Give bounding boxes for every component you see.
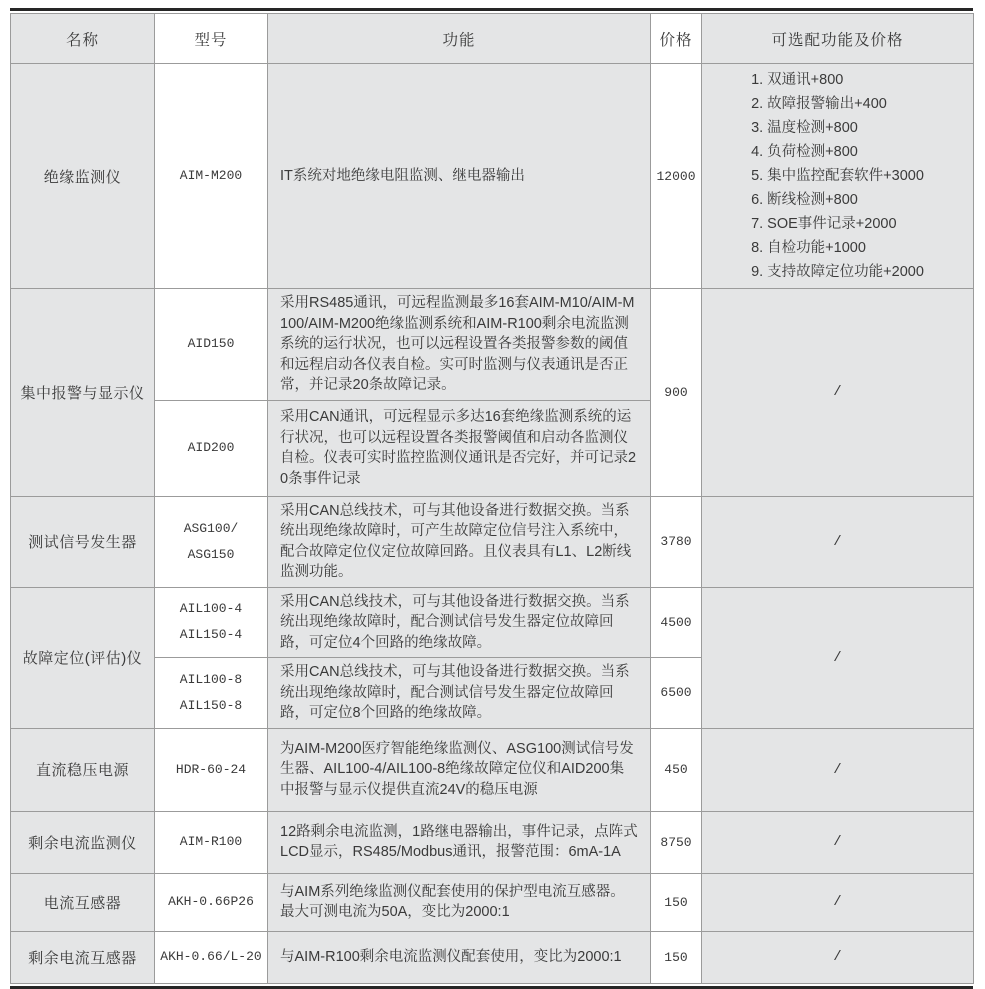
option-item: 4. 负荷检测+800	[751, 144, 858, 160]
product-options: /	[702, 289, 974, 497]
product-function: 为AIM-M200医疗智能绝缘监测仪、ASG100测试信号发生器、AIL100-4/AIL100-8绝缘故障定位仪和AID200集中报警与显示仪提供直流24V的稳压电源	[268, 728, 651, 811]
product-model: AIM-R100	[155, 811, 268, 873]
header-cell-price: 价格	[651, 14, 702, 64]
table-row	[11, 931, 974, 983]
product-price: 450	[651, 728, 702, 811]
model-line: AIL100-4	[179, 601, 243, 617]
product-options	[702, 64, 974, 289]
option-list	[751, 68, 924, 284]
product-function: 与AIM系列绝缘监测仪配套使用的保护型电流互感器。最大可测电流为50A，变比为2000:1	[268, 873, 651, 931]
product-function: 采用CAN通讯，可远程显示多达16套绝缘监测系统的运行状况，也可以远程设置各类报警阈值和启动各监测仪自检。仪表可实时监控监测仪通讯是否完好，并可记录20条事件记录	[268, 400, 651, 496]
table-row	[11, 496, 974, 587]
table-row	[11, 64, 974, 289]
product-model: AKH-0.66/L-20	[155, 931, 268, 983]
product-options: /	[702, 587, 974, 728]
product-model: AID150	[155, 289, 268, 401]
product-function: 与AIM-R100剩余电流监测仪配套使用，变比为2000:1	[268, 931, 651, 983]
option-item: 9. 支持故障定位功能+2000	[751, 264, 924, 280]
option-item: 2. 故障报警输出+400	[751, 96, 887, 112]
product-price: 150	[651, 931, 702, 983]
product-options: /	[702, 496, 974, 587]
product-price: 900	[651, 289, 702, 497]
product-name: 直流稳压电源	[11, 728, 155, 811]
model-line: AIL150-8	[179, 697, 243, 713]
model-line: AIL150-4	[179, 627, 243, 643]
product-price: 4500	[651, 587, 702, 658]
product-model	[155, 496, 268, 587]
option-item: 3. 温度检测+800	[751, 120, 858, 136]
product-model: AKH-0.66P26	[155, 873, 268, 931]
header-cell-name: 名称	[11, 14, 155, 64]
product-name: 剩余电流互感器	[11, 931, 155, 983]
product-function: 采用RS485通讯，可远程监测最多16套AIM-M10/AIM-M100/AIM-M200绝缘监测系统和AIM-R100剩余电流监测系统的运行状况，也可以远程设置各类报警参数的阈值和远程启动各仪表自检。实可时监测与仪表通讯是否正常，并记录20条故障记录。	[268, 289, 651, 401]
header-cell-options: 可选配功能及价格	[702, 14, 974, 64]
product-model	[155, 587, 268, 658]
product-options: /	[702, 728, 974, 811]
product-name: 测试信号发生器	[11, 496, 155, 587]
product-function: 采用CAN总线技术，可与其他设备进行数据交换。当系统出现绝缘故障时，配合测试信号发生器定位故障回路，可定位8个回路的绝缘故障。	[268, 658, 651, 729]
product-name: 绝缘监测仪	[11, 64, 155, 289]
product-function: 12路剩余电流监测，1路继电器输出，事件记录，点阵式LCD显示，RS485/Modbus通讯，报警范围：6mA-1A	[268, 811, 651, 873]
table-row	[11, 811, 974, 873]
header-cell-model: 型号	[155, 14, 268, 64]
product-price: 8750	[651, 811, 702, 873]
product-function: 采用CAN总线技术，可与其他设备进行数据交换。当系统出现绝缘故障时，可产生故障定位信号注入系统中，配合故障定位仪定位故障回路。且仪表具有L1、L2断线监测功能。	[268, 496, 651, 587]
product-name: 故障定位(评估)仪	[11, 587, 155, 728]
table-header-row	[11, 14, 974, 64]
product-name: 集中报警与显示仪	[11, 289, 155, 497]
spec-table	[10, 13, 974, 984]
option-item: 8. 自检功能+1000	[751, 240, 866, 256]
header-cell-function: 功能	[268, 14, 651, 64]
product-options: /	[702, 931, 974, 983]
option-item: 6. 断线检测+800	[751, 192, 858, 208]
product-price: 150	[651, 873, 702, 931]
product-name: 剩余电流监测仪	[11, 811, 155, 873]
product-options: /	[702, 873, 974, 931]
option-item: 5. 集中监控配套软件+3000	[751, 168, 924, 184]
product-function: IT系统对地绝缘电阻监测、继电器输出	[268, 64, 651, 289]
product-options: /	[702, 811, 974, 873]
table-row	[11, 728, 974, 811]
product-spec-table	[10, 8, 973, 989]
model-line: ASG150	[187, 546, 235, 562]
product-model: AID200	[155, 400, 268, 496]
product-model: AIM-M200	[155, 64, 268, 289]
table-row	[11, 289, 974, 401]
table-row	[11, 873, 974, 931]
option-item: 1. 双通讯+800	[751, 72, 844, 88]
model-line: ASG100/	[183, 520, 239, 536]
model-line: AIL100-8	[179, 671, 243, 687]
product-model: HDR-60-24	[155, 728, 268, 811]
product-price: 3780	[651, 496, 702, 587]
table-row	[11, 587, 974, 658]
product-price: 6500	[651, 658, 702, 729]
product-function: 采用CAN总线技术，可与其他设备进行数据交换。当系统出现绝缘故障时，配合测试信号发生器定位故障回路，可定位4个回路的绝缘故障。	[268, 587, 651, 658]
product-name: 电流互感器	[11, 873, 155, 931]
product-price: 12000	[651, 64, 702, 289]
option-item: 7. SOE事件记录+2000	[751, 216, 897, 232]
product-model	[155, 658, 268, 729]
